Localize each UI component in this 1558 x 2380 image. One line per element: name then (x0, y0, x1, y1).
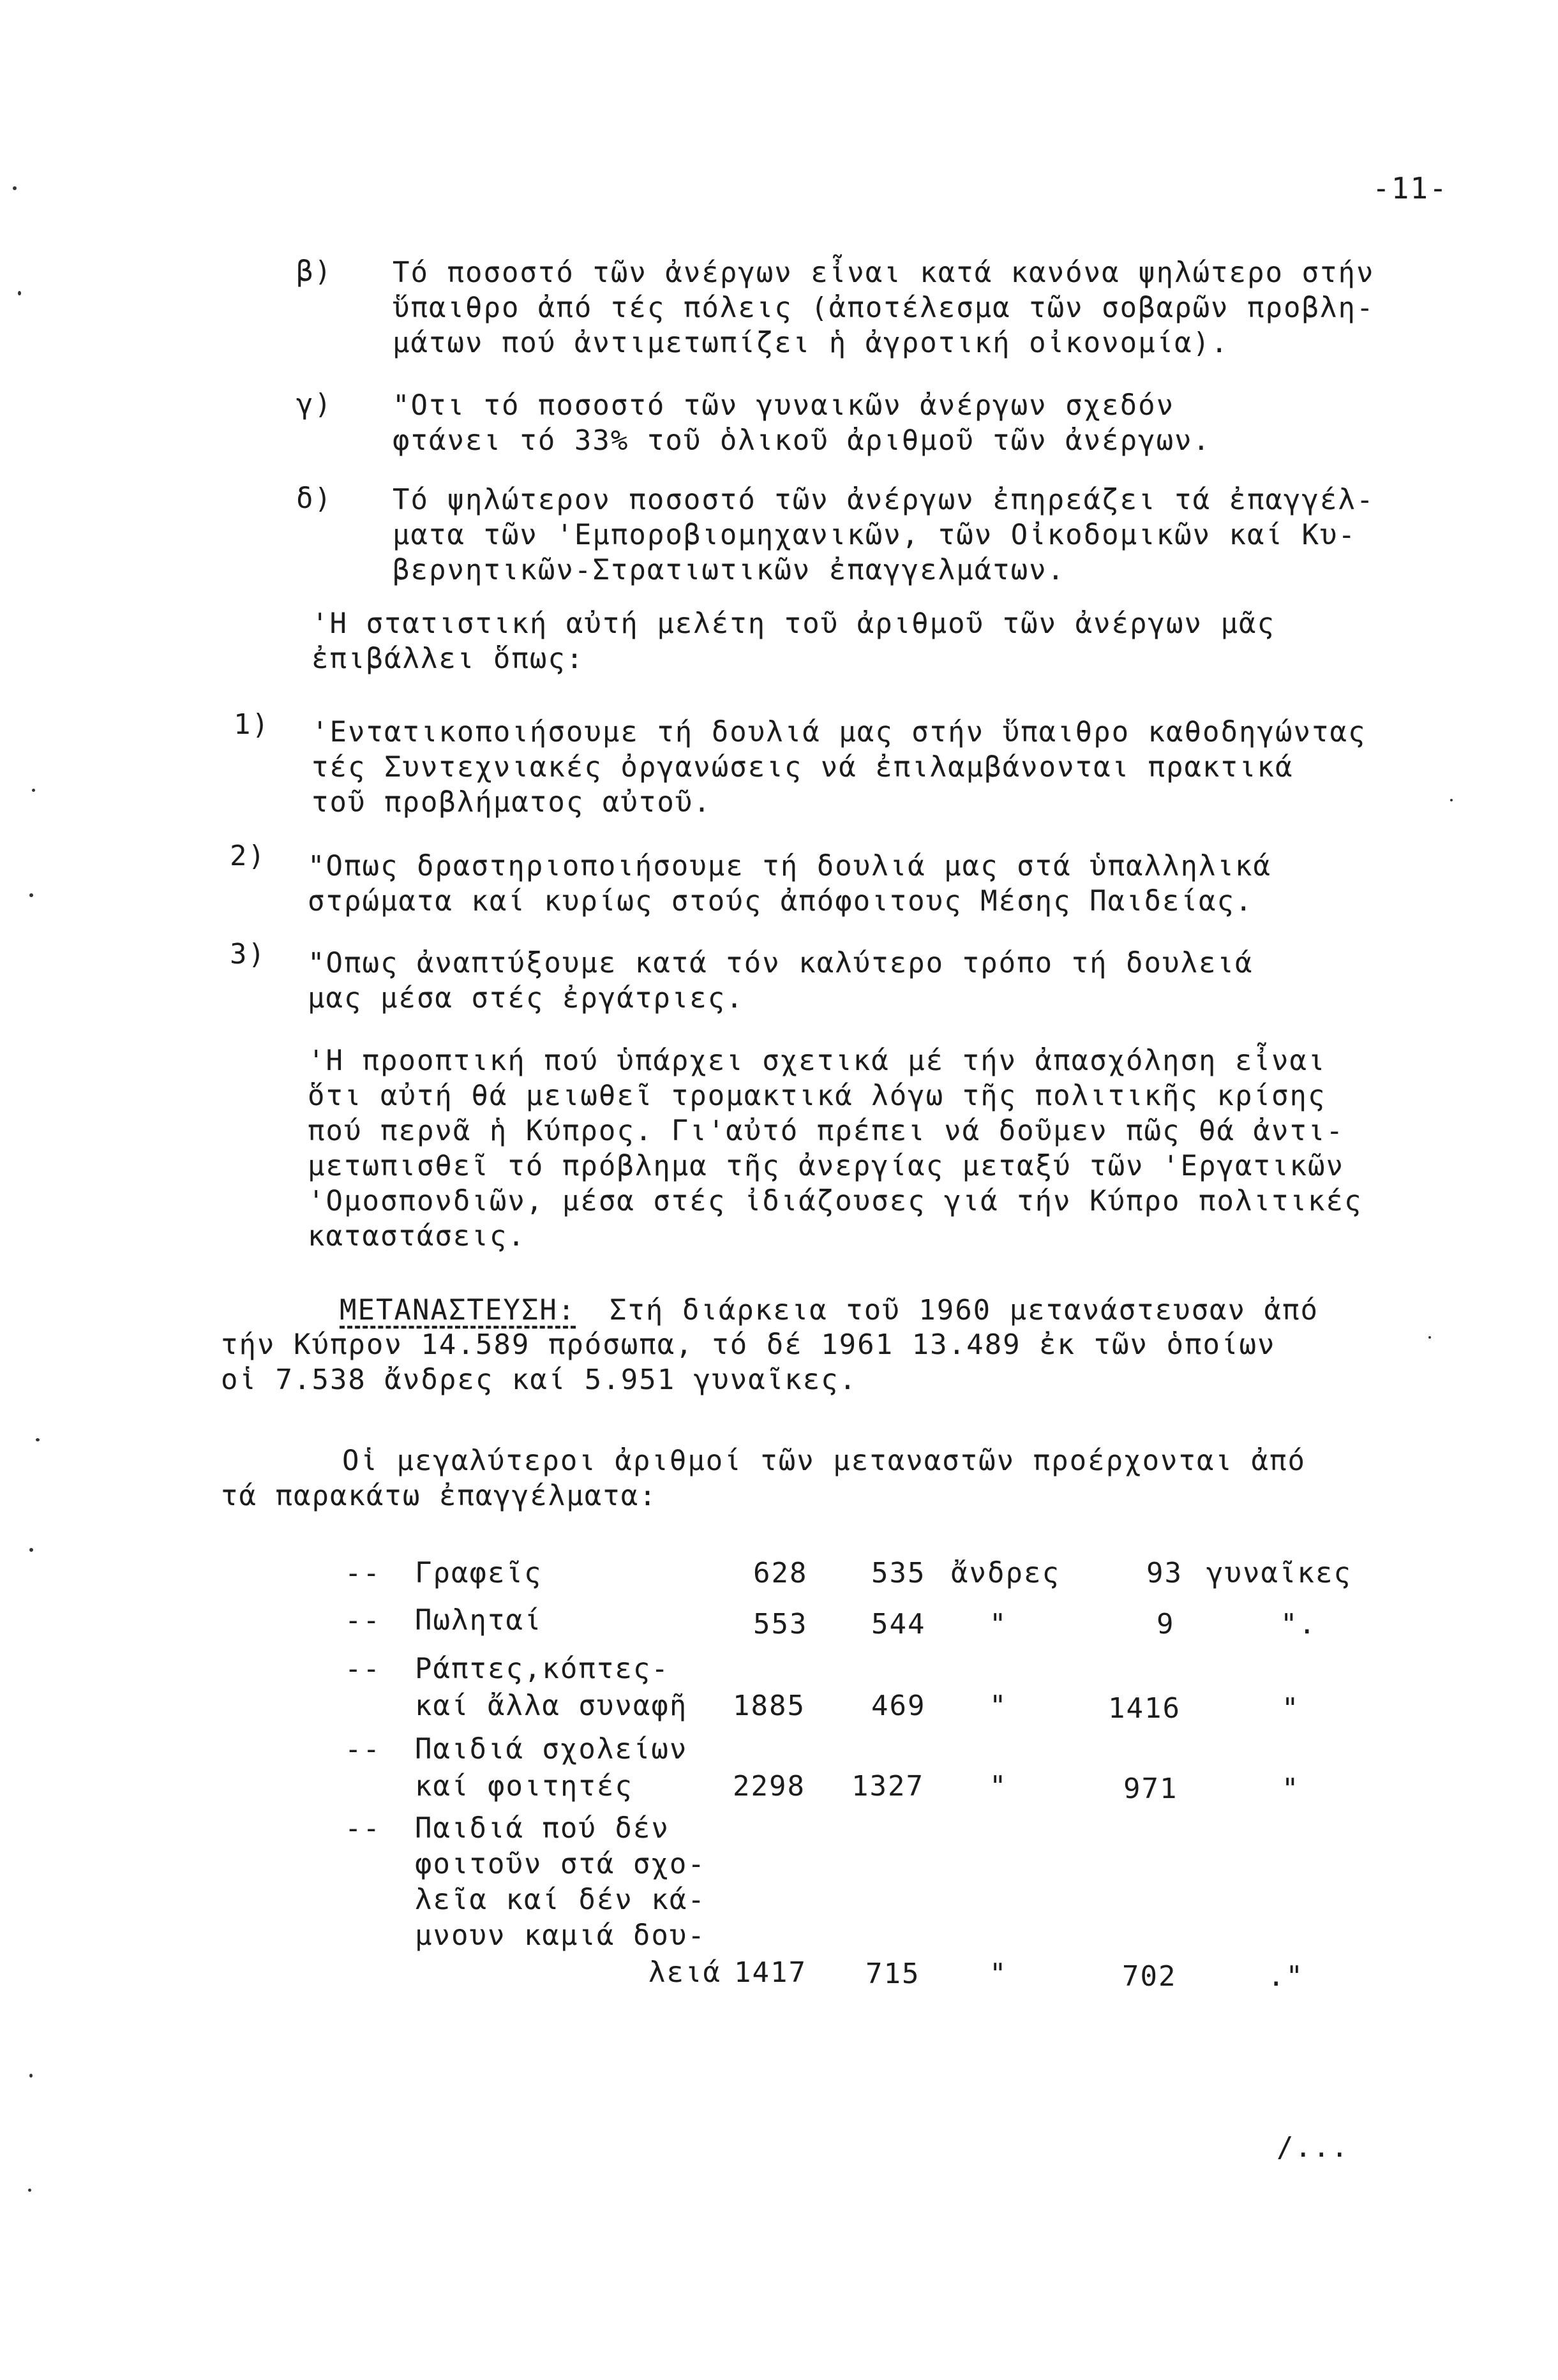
row-men-unit: ἄνδρες (951, 1557, 1060, 1589)
row-women: 9 (1157, 1608, 1175, 1640)
item-1-line: τοῦ προβλήματος αὐτοῦ. (311, 786, 712, 819)
row-women: 1416 (1108, 1692, 1181, 1725)
row-label-line: λειά (648, 1956, 721, 1989)
row-women: 93 (1146, 1557, 1183, 1589)
occupations-intro-line: Οἱ μεγαλύτεροι ἀριθμοί τῶν μεταναστῶν προέρχονται ἀπό (342, 1445, 1306, 1477)
row-men-unit: " (989, 1770, 1008, 1803)
scan-speck (29, 2074, 33, 2078)
row-label-line: Πωληταί (415, 1604, 543, 1637)
scan-speck (29, 1548, 33, 1552)
item-label-2: 2) (230, 840, 266, 872)
row-label-line: Γραφεῖς (415, 1557, 543, 1589)
scan-speck (36, 1438, 40, 1441)
item-delta-line: ματα τῶν 'Εμποροβιομηχανικῶν, τῶν Οἰκοδομικῶν καί Κυ- (393, 519, 1356, 551)
scan-speck (29, 893, 33, 897)
row-label-line: Παιδιά πού δέν (415, 1812, 670, 1845)
row-men: 469 (871, 1690, 926, 1722)
prospect-line: 'Ομοσπονδιῶν, μέσα στές ἰδιάζουσες γιά τήν Κύπρο πολιτικές (308, 1185, 1363, 1217)
row-women-unit: ." (1268, 1960, 1304, 1993)
scan-speck (13, 186, 17, 190)
item-delta-line: βερνητικῶν-Στρατιωτικῶν ἐπαγγελμάτων. (393, 554, 1066, 586)
row-total: 553 (753, 1608, 808, 1640)
row-men-unit: " (989, 1608, 1008, 1640)
emigration-line: οἱ 7.538 ἄνδρες καί 5.951 γυναῖκες. (221, 1364, 858, 1396)
prospect-line: μετωπισθεῖ τό πρόβλημα τῆς ἀνεργίας μεταξύ τῶν 'Εργατικῶν (308, 1150, 1344, 1182)
occupations-intro-line: τά παρακάτω ἐπαγγέλματα: (221, 1480, 657, 1512)
item-label-gamma: γ) (296, 388, 333, 420)
item-label-beta: β) (296, 255, 333, 288)
row-total: 2298 (733, 1770, 805, 1803)
item-beta-line: ὕπαιθρο ἀπό τές πόλεις (ἀποτέλεσμα τῶν σοβαρῶν προβλη- (393, 292, 1375, 324)
row-women-unit: " (1282, 1692, 1300, 1725)
prospect-line: 'Η προοπτική πού ὑπάρχει σχετικά μέ τήν ἀπασχόληση εἶναι (308, 1045, 1326, 1077)
item-1-line: 'Εντατικοποιήσουμε τή δουλιά μας στήν ὕπαιθρο καθοδηγώντας (311, 716, 1367, 748)
row-label-line: λεῖα καί δέν κά- (415, 1884, 706, 1916)
row-dash: -- (345, 1812, 381, 1845)
scan-speck (18, 291, 21, 295)
item-3-line: μας μέσα στές ἐργάτριες. (308, 982, 744, 1015)
item-2-line: "Οπως δραστηριοποιήσουμε τή δουλιά μας στά ὑπαλληλικά (308, 850, 1271, 882)
row-women-unit: γυναῖκες (1206, 1557, 1352, 1589)
row-women: 702 (1122, 1960, 1177, 1993)
item-1-line: τές Συντεχνιακές ὀργανώσεις νά ἐπιλαμβάνονται πρακτικά (311, 751, 1294, 784)
continuation-mark: /... (1277, 2131, 1349, 2164)
item-beta-line: μάτων πού ἀντιμετωπίζει ἡ ἀγροτική οἰκονομία). (393, 327, 1229, 359)
row-men: 535 (871, 1557, 926, 1589)
emigration-line: τήν Κύπρον 14.589 πρόσωπα, τό δέ 1961 13.489 ἐκ τῶν ὁποίων (221, 1328, 1276, 1361)
prospect-line: ὅτι αὐτή θά μειωθεῖ τρομακτικά λόγω τῆς πολιτικῆς κρίσης (308, 1080, 1326, 1112)
row-total: 628 (753, 1557, 808, 1589)
item-delta-line: Τό ψηλώτερον ποσοστό τῶν ἀνέργων ἐπηρεάζει τά ἐπαγγέλ- (393, 484, 1375, 516)
scan-speck (28, 2189, 31, 2192)
row-men-unit: " (989, 1958, 1008, 1990)
row-men: 1327 (851, 1770, 924, 1803)
scan-speck (32, 789, 35, 792)
row-men: 544 (871, 1608, 926, 1640)
row-label-line: Παιδιά σχολείων (415, 1733, 688, 1766)
row-dash: -- (345, 1653, 381, 1685)
item-3-line: "Οπως ἀναπτύξουμε κατά τόν καλύτερο τρόπο τή δουλειά (308, 947, 1254, 979)
row-total: 1885 (733, 1690, 805, 1722)
row-women-unit: ". (1280, 1608, 1317, 1640)
row-dash: -- (345, 1557, 381, 1589)
row-men: 715 (865, 1958, 920, 1990)
row-label-line: καί φοιτητές (415, 1770, 633, 1803)
row-label-line: φοιτοῦν στά σχο- (415, 1848, 706, 1880)
emigration-heading: ΜΕΤΑΝΑΣΤΕΥΣΗ: (340, 1294, 576, 1327)
item-gamma-line: "Οτι τό ποσοστό τῶν γυναικῶν ἀνέργων σχεδόν (393, 389, 1175, 422)
emigration-first-line: Στή διάρκεια τοῦ 1960 μετανάστευσαν ἀπό (609, 1294, 1319, 1327)
item-beta-line: Τό ποσοστό τῶν ἀνέργων εἶναι κατά κανόνα ψηλώτερο στήν (393, 257, 1375, 289)
page-number: -11- (1372, 171, 1448, 205)
row-label-line: καί ἄλλα συναφῆ (415, 1690, 688, 1722)
study-intro-line: ἐπιβάλλει ὅπως: (311, 643, 585, 675)
row-men-unit: " (989, 1690, 1008, 1722)
row-dash: -- (345, 1733, 381, 1766)
item-label-1: 1) (234, 708, 270, 741)
prospect-line: πού περνᾶ ἡ Κύπρος. Γι'αὐτό πρέπει νά δοῦμεν πῶς θά ἀντι- (308, 1115, 1344, 1147)
item-label-3: 3) (230, 938, 266, 971)
item-2-line: στρώματα καί κυρίως στούς ἀπόφοιτους Μέσης Παιδείας. (308, 885, 1254, 918)
row-women-unit: " (1282, 1773, 1300, 1805)
row-label-line: μνουν καμιά δου- (415, 1919, 706, 1952)
row-total: 1417 (734, 1956, 807, 1989)
item-gamma-line: φτάνει τό 33% τοῦ ὁλικοῦ ἀριθμοῦ τῶν ἀνέργων. (393, 424, 1211, 457)
row-women: 971 (1123, 1773, 1178, 1805)
prospect-line: καταστάσεις. (308, 1220, 526, 1253)
study-intro-line: 'Η στατιστική αὐτή μελέτη τοῦ ἀριθμοῦ τῶν ἀνέργων μᾶς (311, 607, 1275, 640)
scan-speck (1450, 799, 1453, 801)
row-label-line: Ράπτες,κόπτες- (415, 1653, 670, 1685)
scan-speck (1428, 1336, 1431, 1339)
row-dash: -- (345, 1604, 381, 1637)
item-label-delta: δ) (296, 482, 333, 515)
